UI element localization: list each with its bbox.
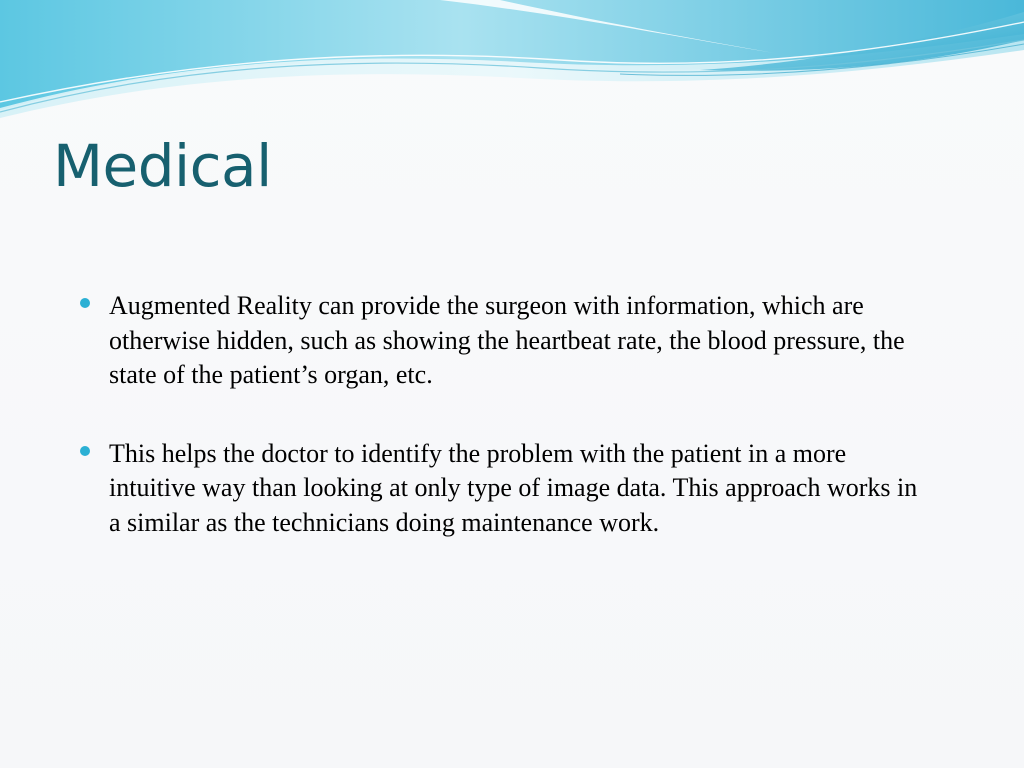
bullet-list bbox=[78, 289, 928, 584]
slide-title: Medical bbox=[53, 132, 272, 200]
decorative-wave-header bbox=[0, 0, 1024, 130]
bullet-marker-icon bbox=[80, 298, 90, 308]
bullet-item bbox=[78, 437, 928, 541]
bullet-marker-icon bbox=[80, 446, 90, 456]
bullet-text: Augmented Reality can provide the surgeon with information, which are otherwise hidden, such as showing the heartbeat rate, the blood pressure, the state of the patient’s organ, etc. bbox=[109, 291, 905, 389]
bullet-item bbox=[78, 289, 928, 393]
bullet-text: This helps the doctor to identify the problem with the patient in a more intuitive way than looking at only type of image data. This approach works in a similar as the technicians doing maintenance work. bbox=[109, 438, 918, 537]
